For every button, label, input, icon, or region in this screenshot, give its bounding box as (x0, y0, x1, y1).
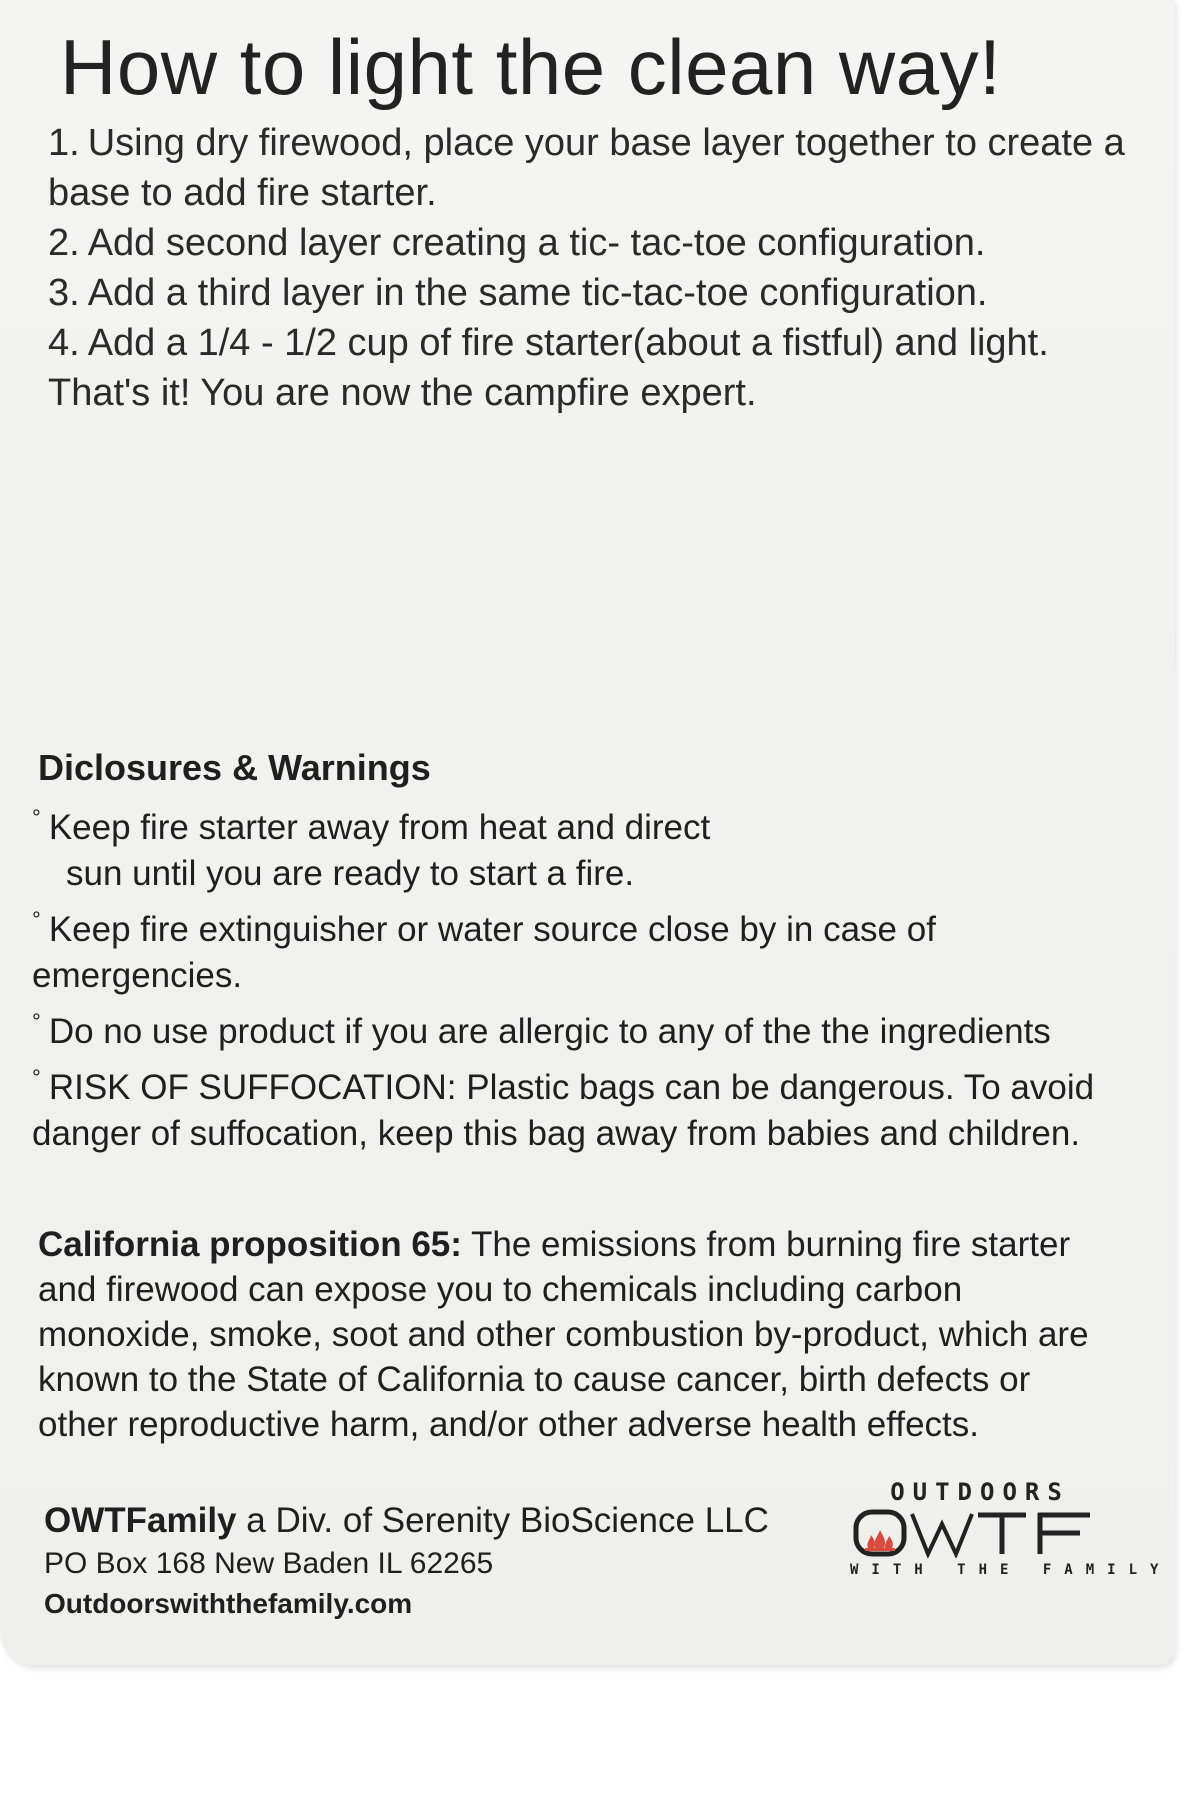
logo-bottom-text: WITH THE FAMILY (850, 1562, 1172, 1578)
step-text: Add a 1/4 - 1/2 cup of fire starter(about a fistful) and light. That's it! You are now the campfire expert. (48, 322, 1049, 414)
page-title: How to light the clean way! (60, 23, 1002, 111)
bullet-icon: ° (32, 1009, 41, 1034)
disclosures-section (32, 745, 1142, 1157)
warning-item (32, 795, 1142, 897)
step-number: 4. (48, 322, 80, 364)
warning-text-continued: sun until you are ready to start a fire. (66, 854, 635, 893)
step-number: 3. (48, 272, 80, 314)
disclosures-heading: Diclosures & Warnings (38, 747, 431, 788)
company-name: OWTFamily (44, 1501, 237, 1540)
logo-top-text: OUTDOORS (890, 1478, 1070, 1506)
company-address: PO Box 168 New Baden IL 62265 (44, 1547, 494, 1580)
step-text: Add a third layer in the same tic-tac-toe configuration. (87, 272, 988, 314)
warning-item (32, 897, 1142, 999)
prop65-text: The emissions from burning fire starter and firewood can expose you to chemicals including carbon monoxide, smoke, soot and other combustion by-product, which are known to the State of California to cause cancer, birth defects or other reproductive harm, and/or other adverse health effects. (38, 1225, 1089, 1444)
lighting-steps (48, 118, 1148, 418)
company-info (44, 1498, 864, 1624)
step-4 (48, 318, 1148, 418)
step-number: 1. (48, 122, 80, 164)
step-3 (48, 268, 1148, 318)
warning-item (32, 999, 1142, 1055)
prop65-notice (38, 1222, 1118, 1447)
bullet-icon: ° (32, 907, 41, 932)
owtf-logo (850, 1478, 1172, 1588)
warning-text: Keep fire starter away from heat and direct (48, 808, 711, 847)
bullet-icon: ° (32, 805, 41, 830)
prop65-label: California proposition 65: (38, 1225, 462, 1264)
warning-text: Keep fire extinguisher or water source close by in case of emergencies. (32, 910, 936, 995)
step-2 (48, 218, 1148, 268)
bullet-icon: ° (32, 1065, 41, 1090)
logo-letter-t (978, 1515, 1026, 1554)
step-text: Add second layer creating a tic- tac-toe configuration. (87, 222, 986, 264)
logo-wordmark (850, 1508, 1110, 1558)
step-number: 2. (48, 222, 80, 264)
warning-item (32, 1055, 1142, 1157)
company-website: Outdoorswiththefamily.com (44, 1588, 413, 1619)
step-text: Using dry firewood, place your base layer together to create a base to add fire starter. (48, 122, 1125, 214)
step-1 (48, 118, 1148, 218)
warning-text: RISK OF SUFFOCATION: Plastic bags can be dangerous. To avoid danger of suffocation, keep this bag away from babies and children. (32, 1068, 1095, 1153)
warning-text: Do no use product if you are allergic to any of the the ingredients (48, 1012, 1051, 1051)
logo-letter-w (912, 1514, 972, 1554)
campfire-icon (865, 1530, 895, 1551)
logo-letter-f (1038, 1513, 1090, 1554)
company-division: a Div. of Serenity BioScience LLC (236, 1501, 769, 1540)
company-line (44, 1498, 864, 1544)
